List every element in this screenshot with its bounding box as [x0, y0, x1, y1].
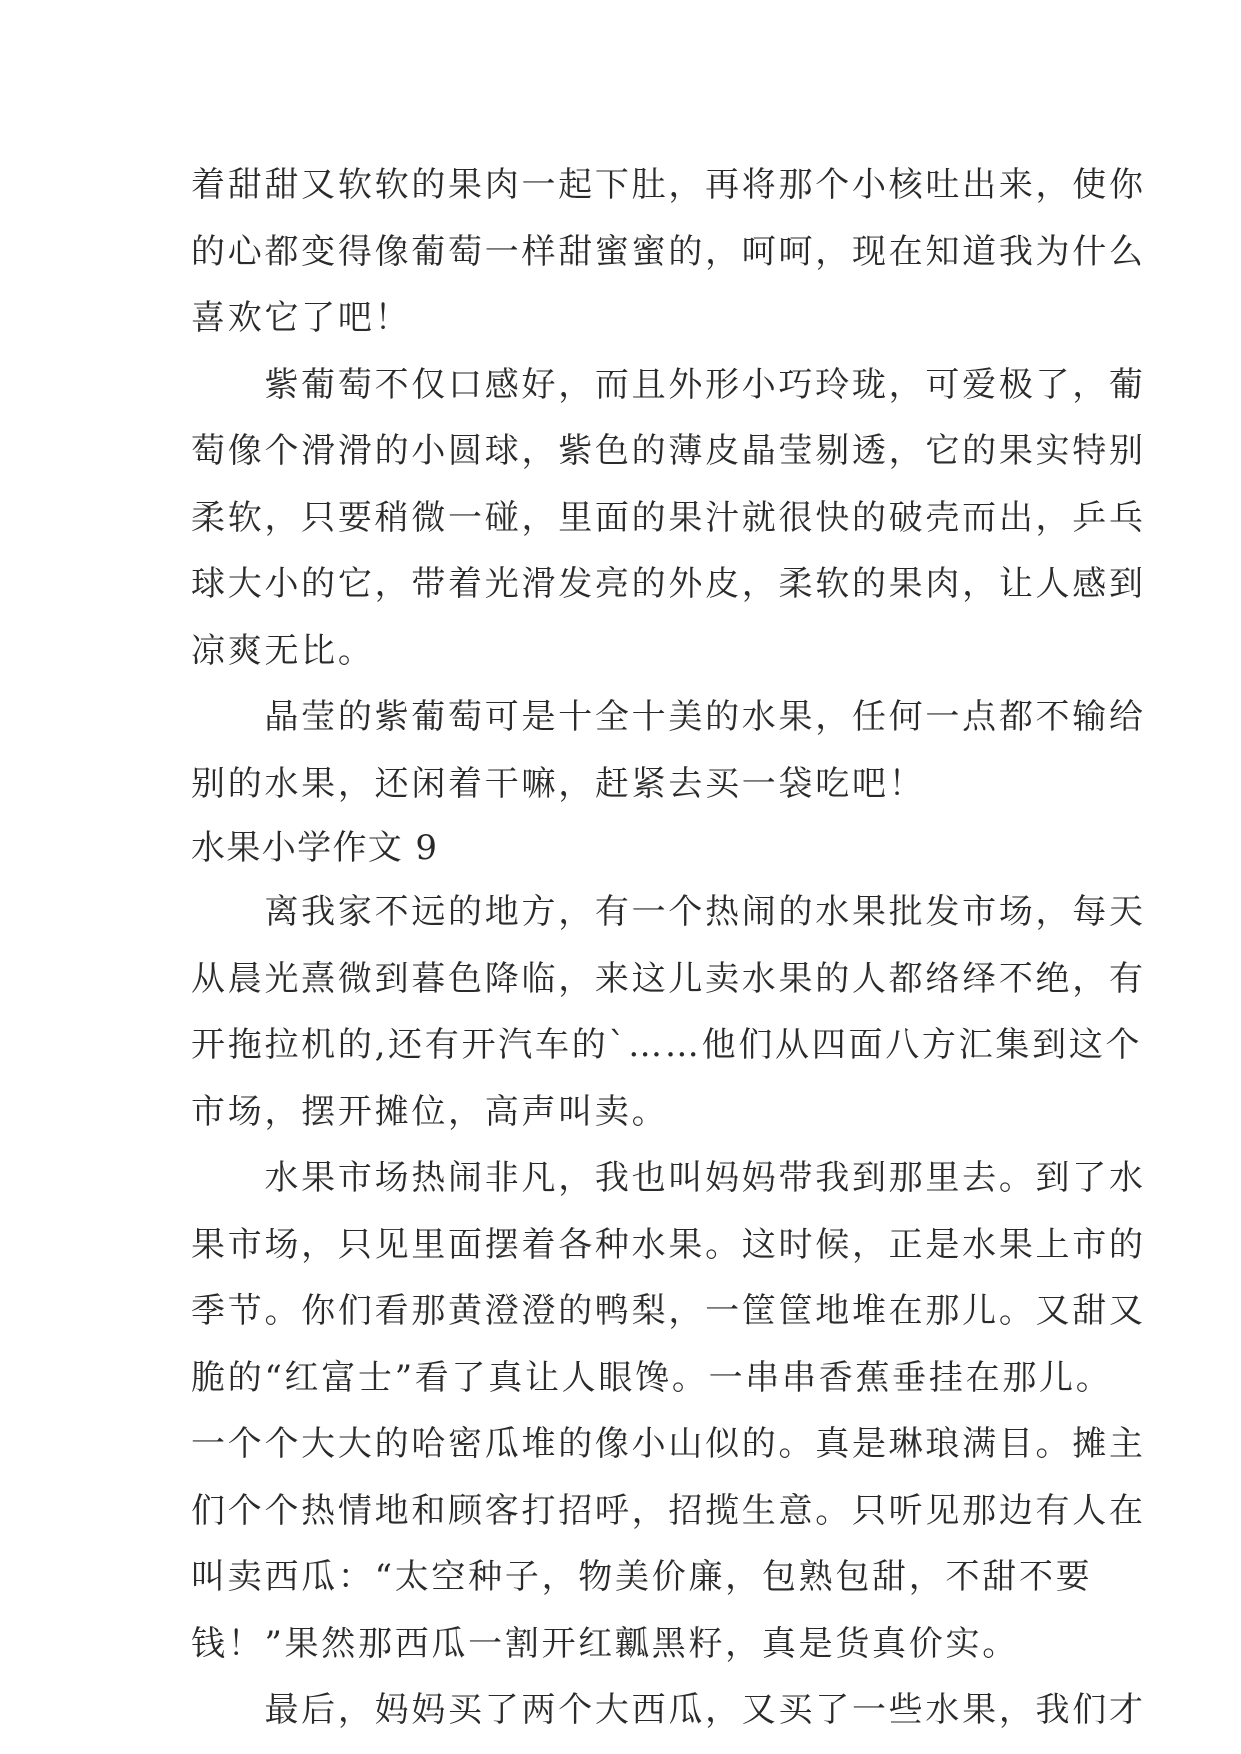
- text-line: 叫卖西瓜：“太空种子，物美价廉，包熟包甜，不甜不要: [191, 1557, 1093, 1597]
- text-line: 球大小的它，带着光滑发亮的外皮，柔软的果肉，让人感到: [191, 564, 1146, 604]
- text-line: 离我家不远的地方，有一个热闹的水果批发市场，每天: [191, 892, 1146, 932]
- text-line: 季节。你们看那黄澄澄的鸭梨，一筐筐地堆在那儿。又甜又: [191, 1291, 1146, 1331]
- text-line: 果市场，只见里面摆着各种水果。这时候，正是水果上市的: [191, 1224, 1146, 1265]
- text-line: 一个个大大的哈密瓜堆的像小山似的。真是琳琅满目。摊主: [191, 1424, 1146, 1464]
- text-line: 别的水果，还闲着干嘛，赶紧去买一袋吃吧！: [191, 763, 926, 804]
- text-line: 钱！”果然那西瓜一割开红瓤黑籽，真是货真价实。: [191, 1623, 1019, 1664]
- section-heading: 水果小学作文 9: [191, 828, 439, 868]
- text-line: 着甜甜又软软的果肉一起下肚，再将那个小核吐出来，使你: [191, 165, 1146, 205]
- text-line: 晶莹的紫葡萄可是十全十美的水果，任何一点都不输给: [191, 697, 1146, 737]
- text-line: 脆的“红富士”看了真让人眼馋。一串串香蕉垂挂在那儿。: [191, 1357, 1113, 1398]
- text-line: 的心都变得像葡萄一样甜蜜蜜的，呵呵，现在知道我为什么: [191, 231, 1146, 272]
- text-line: 喜欢它了吧！: [191, 298, 412, 338]
- document-page: [191, 152, 1146, 1744]
- text-line: 市场，摆开摊位，高声叫卖。: [191, 1091, 669, 1132]
- text-line: 们个个热情地和顾客打招呼，招揽生意。只听见那边有人在: [191, 1490, 1146, 1531]
- text-line: 紫葡萄不仅口感好，而且外形小巧玲珑，可爱极了，葡: [191, 364, 1146, 405]
- text-line: 从晨光熹微到暮色降临，来这儿卖水果的人都络绎不绝，有: [191, 958, 1146, 999]
- text-line: 凉爽无比。: [191, 630, 375, 671]
- text-line: 开拖拉机的,还有开汽车的`……他们从四面八方汇集到这个: [191, 1025, 1143, 1065]
- text-line: 萄像个滑滑的小圆球，紫色的薄皮晶莹剔透，它的果实特别: [191, 431, 1146, 471]
- text-line: 水果市场热闹非凡，我也叫妈妈带我到那里去。到了水: [191, 1158, 1146, 1198]
- text-line: 柔软，只要稍微一碰，里面的果汁就很快的破壳而出，乒乓: [191, 497, 1146, 538]
- text-line: 最后，妈妈买了两个大西瓜，又买了一些水果，我们才: [191, 1690, 1146, 1730]
